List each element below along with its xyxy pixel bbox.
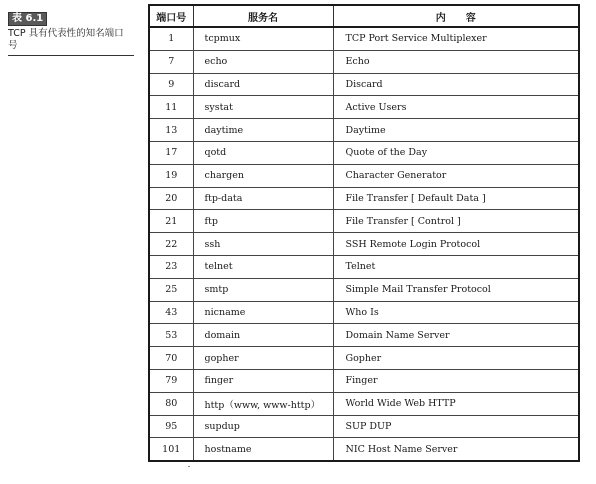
port-number: 25 <box>149 278 193 301</box>
service-name: qotd <box>193 141 333 164</box>
table-row <box>149 438 579 461</box>
table-row <box>149 278 579 301</box>
service-description: Character Generator <box>333 164 579 187</box>
table-row <box>149 50 579 73</box>
service-description: TCP Port Service Multiplexer <box>333 27 579 50</box>
table-row <box>149 415 579 438</box>
table-row <box>149 255 579 278</box>
service-name: supdup <box>193 415 333 438</box>
port-number: 22 <box>149 233 193 256</box>
scan-speck <box>188 466 190 467</box>
table-row <box>149 392 579 415</box>
service-description: Finger <box>333 369 579 392</box>
port-number: 9 <box>149 73 193 96</box>
service-name: telnet <box>193 255 333 278</box>
service-name: http（www, www-http） <box>193 392 333 415</box>
service-description: Telnet <box>333 255 579 278</box>
table-row <box>149 347 579 370</box>
service-description: Echo <box>333 50 579 73</box>
table-row <box>149 73 579 96</box>
port-number: 79 <box>149 369 193 392</box>
service-description: Daytime <box>333 119 579 142</box>
service-name: ssh <box>193 233 333 256</box>
service-description: Quote of the Day <box>333 141 579 164</box>
service-description: SSH Remote Login Protocol <box>333 233 579 256</box>
service-name: systat <box>193 96 333 119</box>
service-description: File Transfer [ Default Data ] <box>333 187 579 210</box>
service-description: File Transfer [ Control ] <box>333 210 579 233</box>
table-row <box>149 233 579 256</box>
table-number-badge: 表 6.1 <box>8 12 47 26</box>
service-description: Active Users <box>333 96 579 119</box>
service-name: chargen <box>193 164 333 187</box>
table-row <box>149 301 579 324</box>
port-number: 19 <box>149 164 193 187</box>
table-row <box>149 27 579 50</box>
table-row <box>149 187 579 210</box>
header-port: 端口号 <box>149 5 193 27</box>
table-row <box>149 210 579 233</box>
port-number: 1 <box>149 27 193 50</box>
table-row <box>149 324 579 347</box>
service-name: ftp <box>193 210 333 233</box>
port-number: 13 <box>149 119 193 142</box>
service-description: Simple Mail Transfer Protocol <box>333 278 579 301</box>
port-number: 101 <box>149 438 193 461</box>
service-description: Discard <box>333 73 579 96</box>
port-number: 23 <box>149 255 193 278</box>
service-name: daytime <box>193 119 333 142</box>
service-description: Domain Name Server <box>333 324 579 347</box>
port-number: 11 <box>149 96 193 119</box>
service-description: SUP DUP <box>333 415 579 438</box>
service-description: World Wide Web HTTP <box>333 392 579 415</box>
service-name: nicname <box>193 301 333 324</box>
port-number: 70 <box>149 347 193 370</box>
service-name: gopher <box>193 347 333 370</box>
service-description: NIC Host Name Server <box>333 438 579 461</box>
service-name: ftp-data <box>193 187 333 210</box>
port-number: 7 <box>149 50 193 73</box>
table-row <box>149 141 579 164</box>
service-name: echo <box>193 50 333 73</box>
header-description: 内 容 <box>333 5 579 27</box>
service-description: Who Is <box>333 301 579 324</box>
table-row <box>149 119 579 142</box>
port-number: 43 <box>149 301 193 324</box>
port-number: 20 <box>149 187 193 210</box>
table-row <box>149 164 579 187</box>
service-name: domain <box>193 324 333 347</box>
table-row <box>149 369 579 392</box>
well-known-ports-table <box>148 4 580 462</box>
table-caption <box>8 6 134 56</box>
service-name: discard <box>193 73 333 96</box>
table-row <box>149 96 579 119</box>
service-name: finger <box>193 369 333 392</box>
service-name: smtp <box>193 278 333 301</box>
header-service: 服务名 <box>193 5 333 27</box>
port-number: 21 <box>149 210 193 233</box>
service-description: Gopher <box>333 347 579 370</box>
port-number: 17 <box>149 141 193 164</box>
port-number: 80 <box>149 392 193 415</box>
table-caption-text: TCP 具有代表性的知名端口号 <box>8 28 124 51</box>
service-name: tcpmux <box>193 27 333 50</box>
port-number: 95 <box>149 415 193 438</box>
port-number: 53 <box>149 324 193 347</box>
service-name: hostname <box>193 438 333 461</box>
table-header-row <box>149 5 579 27</box>
